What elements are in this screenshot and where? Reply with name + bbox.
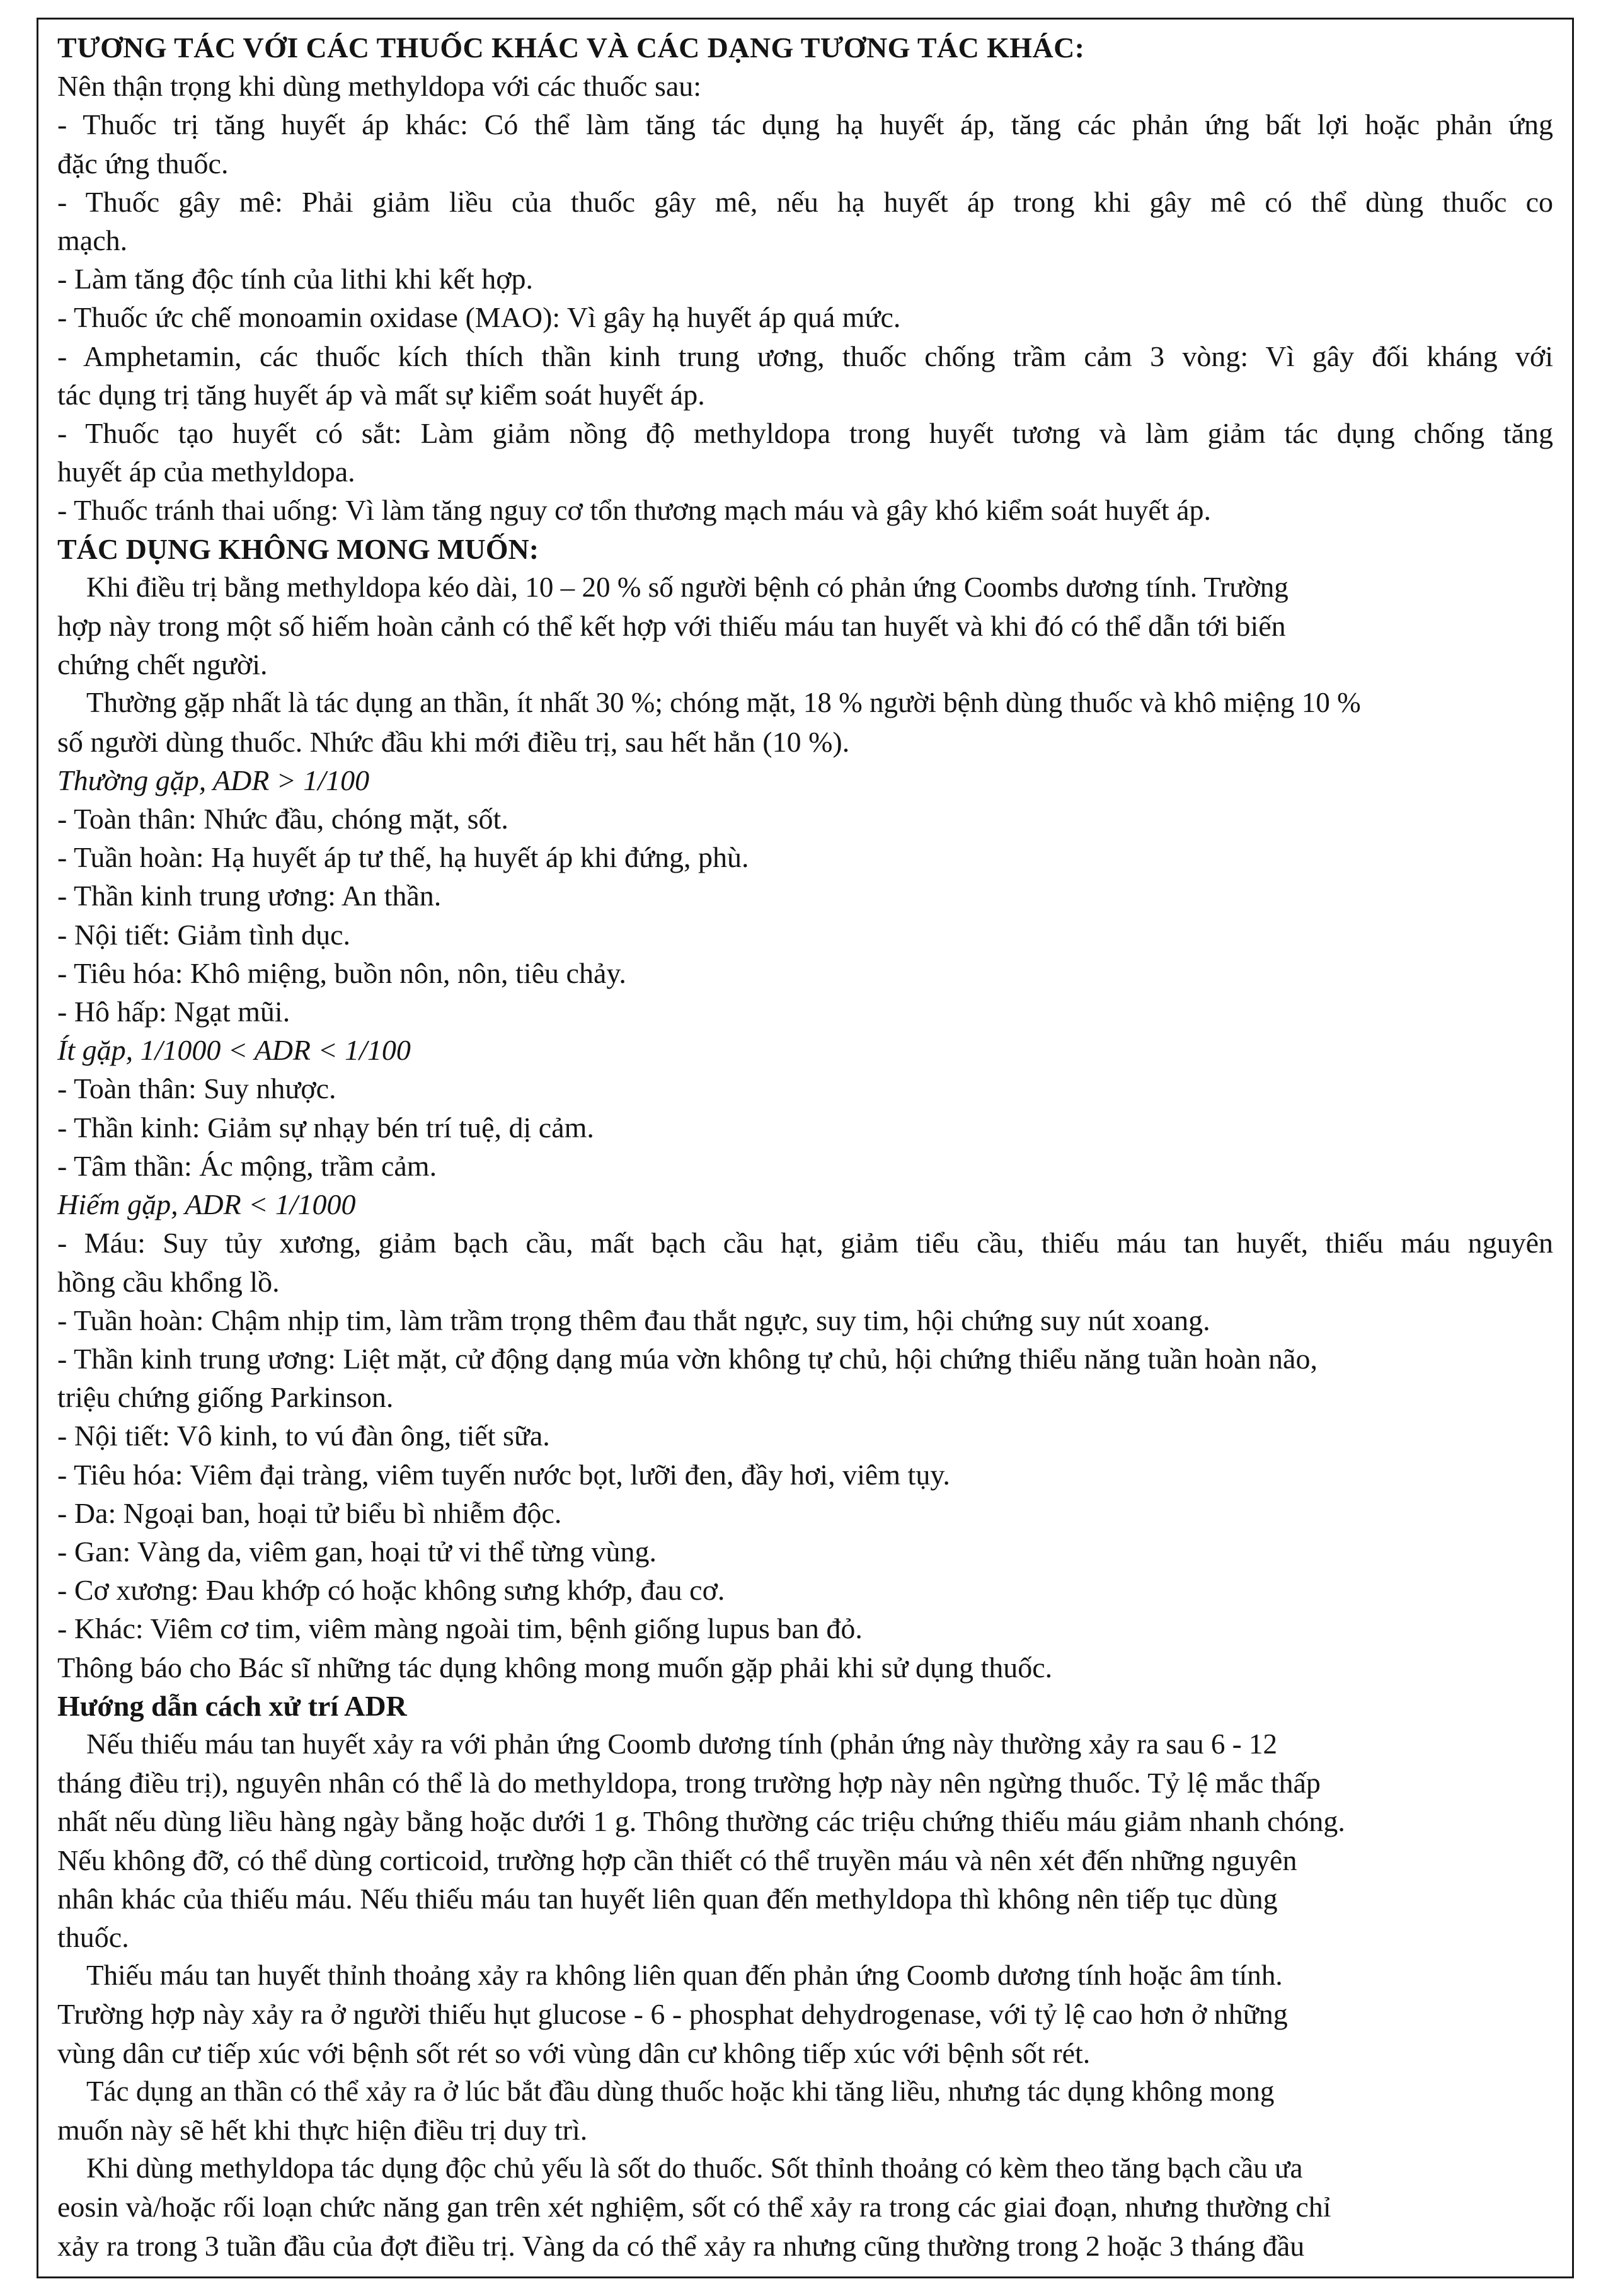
text-line: hồng cầu khổng lồ. — [57, 1265, 280, 1298]
frequency-subheading: Khi dùng methyldopa tác dụng độc chủ yếu là sốt do thuốc. Sốt thỉnh thoảng có kèm theo tăng bạch cầu ưa — [86, 2152, 1303, 2184]
text-line: - Khác: Viêm cơ tim, viêm màng ngoài tim, bệnh giống lupus ban đỏ. — [57, 1612, 863, 1645]
text-line: - Cơ xương: Đau khớp có hoặc không sưng khớp, đau cơ. — [57, 1574, 725, 1607]
text-line: - Nội tiết: Giảm tình dục. — [57, 918, 351, 951]
text-line: - Tiêu hóa: Viêm đại tràng, viêm tuyến nước bọt, lưỡi đen, đầy hơi, viêm tụy. — [57, 1458, 950, 1491]
text-line: - Toàn thân: Suy nhược. — [57, 1072, 336, 1105]
text-line: - Gan: Vàng da, viêm gan, hoại tử vi thể từng vùng. — [57, 1535, 657, 1568]
text-line: - Thuốc tránh thai uống: Vì làm tăng nguy cơ tổn thương mạch máu và gây khó kiểm soát huyết áp. — [57, 494, 1212, 527]
frequency-subheading: Tác dụng an thần có thể xảy ra ở lúc bắt đầu dùng thuốc hoặc khi tăng liều, nhưng tác dụng không mong — [86, 2075, 1275, 2107]
text-line: - Máu: Suy tủy xương, giảm bạch cầu, mất bạch cầu hạt, giảm tiểu cầu, thiếu máu tan huyết, thiếu máu nguyên — [57, 1227, 1553, 1260]
text-line: mạch. — [57, 224, 128, 257]
text-line: eosin và/hoặc rối loạn chức năng gan trên xét nghiệm, sốt có thể xảy ra trong các giai đoạn, nhưng thường chỉ — [57, 2191, 1331, 2224]
text-line: số người dùng thuốc. Nhức đầu khi mới điều trị, sau hết hẳn (10 %). — [57, 725, 850, 758]
text-line: - Thuốc tạo huyết có sắt: Làm giảm nồng độ methyldopa trong huyết tương và làm giảm tác dụng chống tăng — [57, 417, 1553, 450]
text-line: - Thuốc gây mê: Phải giảm liều của thuốc gây mê, nếu hạ huyết áp trong khi gây mê có thể dùng thuốc co — [57, 185, 1553, 218]
text-line: hợp này trong một số hiếm hoàn cảnh có thể kết hợp với thiếu máu tan huyết và khi đó có thể dẫn tới biến — [57, 610, 1286, 643]
text-line: Nên thận trọng khi dùng methyldopa với các thuốc sau: — [57, 70, 702, 103]
text-line: Trường hợp này xảy ra ở người thiếu hụt glucose - 6 - phosphat dehydrogenase, với tỷ lệ cao hơn ở những — [57, 1998, 1288, 2031]
frequency-subheading: Thiếu máu tan huyết thỉnh thoảng xảy ra không liên quan đến phản ứng Coomb dương tính hoặc âm tính. — [86, 1960, 1283, 1992]
section-heading: TƯƠNG TÁC VỚI CÁC THUỐC KHÁC VÀ CÁC DẠNG TƯƠNG TÁC KHÁC: — [57, 32, 1085, 64]
frequency-subheading: Thường gặp nhất là tác dụng an thần, ít nhất 30 %; chóng mặt, 18 % người bệnh dùng thuốc và khô miệng 10 % — [86, 687, 1361, 719]
text-line: nhất nếu dùng liều hàng ngày bằng hoặc dưới 1 g. Thông thường các triệu chứng thiếu máu giảm nhanh chóng. — [57, 1805, 1345, 1838]
frequency-subheading: Nếu thiếu máu tan huyết xảy ra với phản ứng Coomb dương tính (phản ứng này thường xảy ra sau 6 - 12 — [86, 1728, 1278, 1760]
text-line: vùng dân cư tiếp xúc với bệnh sốt rét so với vùng dân cư không tiếp xúc với bệnh sốt rét. — [57, 2036, 1091, 2069]
text-line: tháng điều trị), nguyên nhân có thể là do methyldopa, trong trường hợp này nên ngừng thuốc. Tỷ lệ mắc thấp — [57, 1767, 1321, 1799]
text-line: Thông báo cho Bác sĩ những tác dụng không mong muốn gặp phải khi sử dụng thuốc. — [57, 1651, 1053, 1684]
text-line: - Amphetamin, các thuốc kích thích thần kinh trung ương, thuốc chống trầm cảm 3 vòng: Vì gây đối kháng với — [57, 340, 1553, 372]
text-line: Nếu không đỡ, có thể dùng corticoid, trường hợp cần thiết có thể truyền máu và nên xét đến những nguyên — [57, 1844, 1297, 1876]
text-line: - Hô hấp: Ngạt mũi. — [57, 996, 290, 1028]
text-line: - Thần kinh trung ương: An thần. — [57, 880, 442, 912]
text-line: - Tuần hoàn: Hạ huyết áp tư thế, hạ huyết áp khi đứng, phù. — [57, 841, 749, 874]
document-page — [37, 18, 1574, 2278]
frequency-subheading: Ít gặp, 1/1000 < ADR < 1/100 — [57, 1034, 411, 1067]
text-line: - Tiêu hóa: Khô miệng, buồn nôn, nôn, tiêu chảy. — [57, 956, 626, 989]
text-line: nhân khác của thiếu máu. Nếu thiếu máu tan huyết liên quan đến methyldopa thì không nên tiếp tục dùng — [57, 1882, 1278, 1915]
frequency-subheading: Thường gặp, ADR > 1/100 — [57, 764, 370, 796]
text-line: tác dụng trị tăng huyết áp và mất sự kiểm soát huyết áp. — [57, 378, 705, 411]
text-line: - Tâm thần: Ác mộng, trầm cảm. — [57, 1149, 437, 1182]
text-line: - Toàn thân: Nhức đầu, chóng mặt, sốt. — [57, 803, 508, 835]
text-line: - Thuốc ức chế monoamin oxidase (MAO): Vì gây hạ huyết áp quá mức. — [57, 301, 901, 334]
text-line: huyết áp của methyldopa. — [57, 456, 355, 488]
text-line: chứng chết người. — [57, 648, 268, 681]
text-line: thuốc. — [57, 1920, 129, 1953]
text-line: - Làm tăng độc tính của lithi khi kết hợp. — [57, 263, 534, 296]
text-line: triệu chứng giống Parkinson. — [57, 1381, 394, 1414]
text-line: - Da: Ngoại ban, hoại tử biểu bì nhiễm độc. — [57, 1496, 562, 1529]
frequency-subheading: Hiếm gặp, ADR < 1/1000 — [57, 1188, 356, 1221]
text-line: xảy ra trong 3 tuần đầu của đợt điều trị. Vàng da có thể xảy ra nhưng cũng thường trong 2 hoặc 3 tháng đầu — [57, 2229, 1305, 2262]
text-line: muốn này sẽ hết khi thực hiện điều trị duy trì. — [57, 2113, 588, 2146]
text-line: - Tuần hoàn: Chậm nhịp tim, làm trầm trọng thêm đau thắt ngực, suy tim, hội chứng suy nút xoang. — [57, 1304, 1210, 1336]
text-line: - Thần kinh trung ương: Liệt mặt, cử động dạng múa vờn không tự chủ, hội chứng thiểu năng tuần hoàn não, — [57, 1342, 1317, 1375]
frequency-subheading: Khi điều trị bằng methyldopa kéo dài, 10 – 20 % số người bệnh có phản ứng Coombs dương tính. Trường — [86, 571, 1289, 603]
text-line: - Nội tiết: Vô kinh, to vú đàn ông, tiết sữa. — [57, 1420, 550, 1452]
text-line: đặc ứng thuốc. — [57, 147, 229, 180]
section-heading: Hướng dẫn cách xử trí ADR — [57, 1689, 407, 1722]
section-heading: TÁC DỤNG KHÔNG MONG MUỐN: — [57, 532, 539, 565]
text-line: - Thuốc trị tăng huyết áp khác: Có thể làm tăng tác dụng hạ huyết áp, tăng các phản ứng bất lợi hoặc phản ứng — [57, 108, 1553, 141]
text-line: - Thần kinh: Giảm sự nhạy bén trí tuệ, dị cảm. — [57, 1111, 594, 1144]
